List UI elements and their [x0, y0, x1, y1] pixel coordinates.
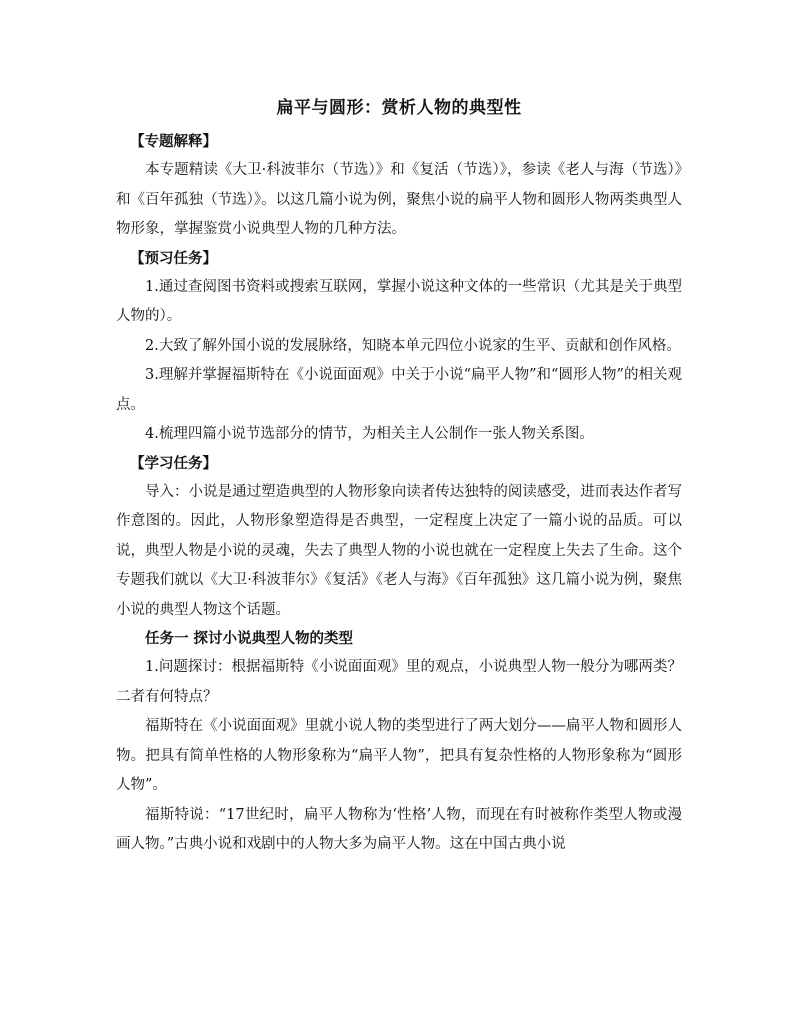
preview-item-2: 2.大致了解外国小说的发展脉络，知晓本单元四位小说家的生平、贡献和创作风格。	[145, 337, 681, 354]
section-heading-preview-tasks: 【预习任务】	[130, 249, 217, 267]
section-heading-study-tasks: 【学习任务】	[130, 454, 217, 472]
preview-item-3: 3.理解并掌握福斯特在《小说面面观》中关于小说“扁平人物”和“圆形人物”的相关观点。	[116, 367, 682, 413]
document-title: 扁平与圆形：赏析人物的典型性	[276, 98, 522, 118]
preview-item-1: 1.通过查阅图书资料或搜索互联网，掌握小说这种文体的一些常识（尤其是关于典型人物的）。	[116, 278, 682, 324]
task-1-paragraph-1: 福斯特在《小说面面观》里就小说人物的类型进行了两大划分——扁平人物和圆形人物。把具有简单性格的人物形象称为“扁平人物”，把具有复杂性格的人物形象称为“圆形人物”。	[116, 718, 682, 793]
paragraph-study-intro: 导入：小说是通过塑造典型的人物形象向读者传达独特的阅读感受，进而表达作者写作意图的。因此，人物形象塑造得是否典型，一定程度上决定了一篇小说的品质。可以说，典型人物是小说的灵魂，失去了典型人物的小说也就在一定程度上失去了生命。这个专题我们就以《大卫·科波菲尔》《复活》《老人与海》《百年孤独》这几篇小说为例，聚焦小说的典型人物这个话题。	[116, 483, 682, 618]
section-heading-topic-explanation: 【专题解释】	[130, 133, 217, 150]
task-1-question-1: 1.问题探讨：根据福斯特《小说面面观》里的观点，小说典型人物一般分为哪两类？二者有何特点？	[116, 659, 682, 705]
task-1-paragraph-2: 福斯特说：“17世纪时，扁平人物称为‘性格’人物，而现在有时被称作类型人物或漫画人物。”古典小说和戏剧中的人物大多为扁平人物。这在中国古典小说	[116, 806, 682, 852]
preview-item-4: 4.梳理四篇小说节选部分的情节，为相关主人公制作一张人物关系图。	[145, 426, 594, 442]
task-1-heading: 任务一 探讨小说典型人物的类型	[145, 630, 354, 647]
paragraph-topic-explanation: 本专题精读《大卫·科波菲尔（节选）》和《复活（节选）》，参读《老人与海（节选）》和《百年孤独（节选）》。以这几篇小说为例，聚焦小说的扁平人物和圆形人物两类典型人物形象，掌握鉴赏小说典型人物的几种方法。	[116, 162, 682, 237]
document-page	[116, 94, 682, 860]
